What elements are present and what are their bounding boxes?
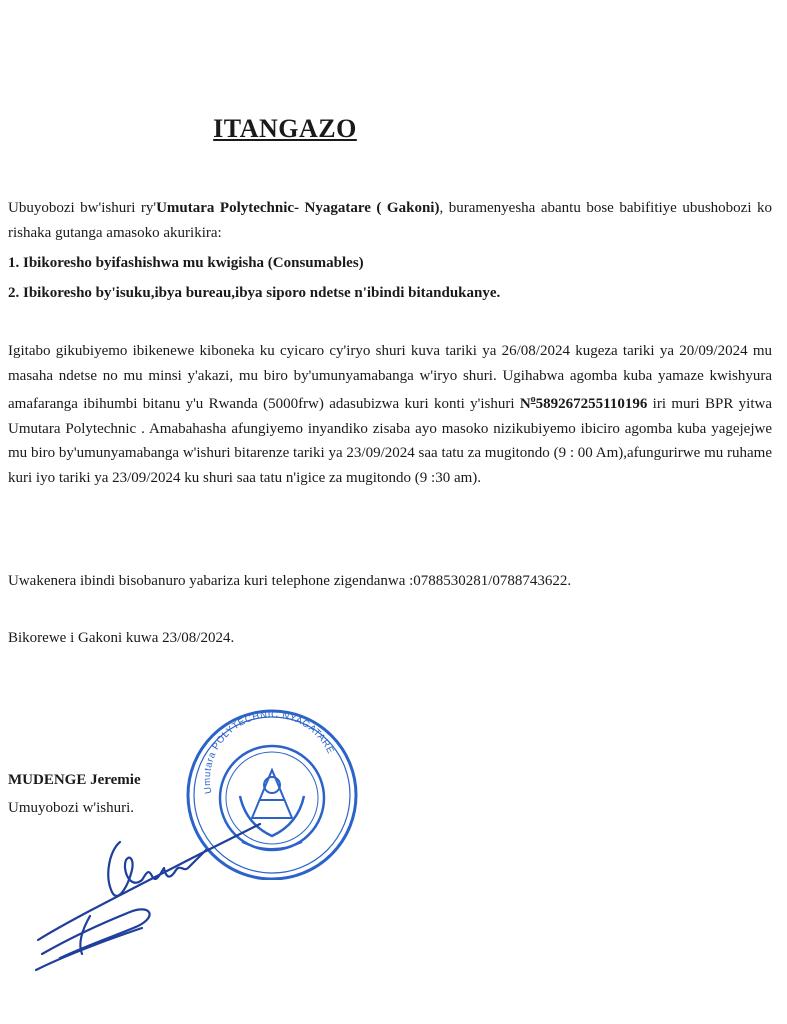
stamp-text: Umutara POLYTECHNIC NYAGATARE (201, 709, 337, 795)
school-name: Umutara Polytechnic- Nyagatare ( Gakoni) (156, 200, 440, 216)
list-item: 1. Ibikoresho byifashishwa mu kwigisha (Consumables) (8, 255, 364, 271)
account-number: 589267255110196 (535, 396, 648, 412)
list-item: 2. Ibikoresho by'isuku,ibya bureau,ibya siporo ndetse n'ibindi bitandukanye. (8, 285, 501, 301)
place-date-line: Bikorewe i Gakoni kuwa 23/08/2024. (8, 630, 235, 646)
handwritten-signature (30, 820, 270, 980)
intro-paragraph (8, 196, 772, 245)
contact-line: Uwakenera ibindi bisobanuro yabariza kuri telephone zigendanwa :0788530281/0788743622. (8, 573, 572, 589)
notice-title: ITANGAZO (213, 114, 357, 143)
details-paragraph (8, 339, 772, 490)
intro-suffix: , buramenyesha abantu bose babifitiye ubushobozi ko rishaka gutanga amasoko akurikira: (8, 200, 772, 241)
number-abbrev-sup: o (530, 394, 536, 405)
signatory-name: MUDENGE Jeremie (8, 772, 141, 788)
number-abbrev: N (519, 396, 531, 412)
intro-prefix: Ubuyobozi bw'ishuri ry' (8, 200, 157, 216)
account-number-label (520, 396, 648, 412)
signatory-role: Umuyobozi w'ishuri. (8, 800, 135, 816)
details-part2: iri muri BPR yitwa Umutara Polytechnic . Amabahasha afungiyemo inyandiko zisaba ayo masoko nizikubiyemo ibiciro agomba kuba yagejejwe mu biro by'umunyamabanga w'ishuri bitarenze tariki ya 23/09/2024 saa tatu za mugitondo (9 : 00 Am),afungurirwe mu ruhame kuri iyo tariki ya 23/09/2024 ku shuri saa tatu n'igice za mugitondo (9 :30 am). (8, 396, 772, 486)
details-part1: Igitabo gikubiyemo ibikenewe kiboneka ku cyicaro cy'iryo shuri kuva tariki ya 26/08/2024 kugeza tariki ya 20/09/2024 mu masaha ndetse no mu minsi y'akazi, mu biro by'umunyamabanga w'iryo shuri. Ugihabwa agomba kuba yamaze kwishyura amafaranga ibihumbi bitanu y'u Rwanda (5000frw) adasubizwa kuri konti y'ishuri (8, 343, 772, 412)
